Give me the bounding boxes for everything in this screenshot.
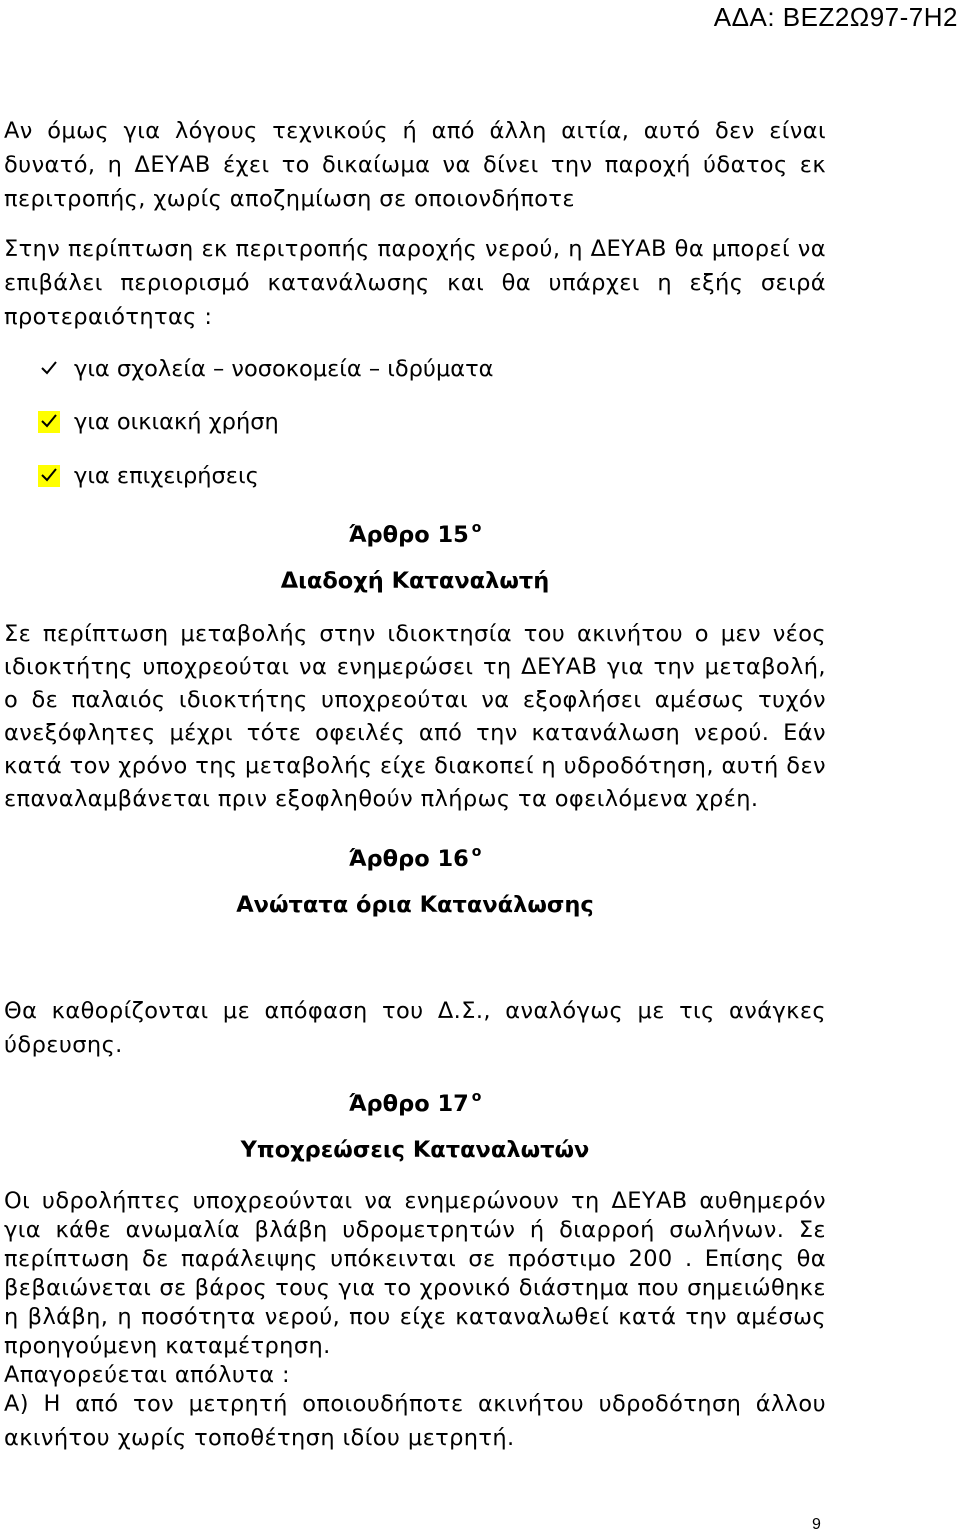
priority-item-label: για οικιακή χρήση [74,409,279,435]
article-16-body: Θα καθορίζονται με απόφαση του Δ.Σ., αναλόγως με τις ανάγκες ύδρευσης. [4,998,826,1058]
priority-item-label: για επιχειρήσεις [74,463,259,489]
prohibited-label: Απαγορεύεται απόλυτα : [4,1362,291,1388]
article-17-title: Υποχρεώσεις Καταναλωτών [240,1137,590,1163]
intro-paragraph: Αν όμως για λόγους τεχνικούς ή από άλλη αιτία, αυτό δεν είναι δυνατό, η ΔΕΥΑΒ έχει το δικαίωμα να δίνει την παροχή ύδατος εκ περιτροπής, χωρίς αποζημίωση σε οποιονδήποτε [4,118,826,212]
article-17-number: Άρθρο 17 $^o$ [348,1089,482,1117]
ada-code: ΑΔΑ: ΒΕΖ2Ω97-7Η2 [713,2,958,32]
page-number: 9 [812,1516,821,1533]
priority-item-household [38,407,279,437]
checkmark-icon [38,411,60,433]
article-15-number: Άρθρο 15 $^o$ [348,520,482,548]
priority-item-businesses [38,461,259,491]
prohibited-item: Α) Η από τον μετρητή οποιουδήποτε ακινήτου υδροδότηση άλλου ακινήτου χωρίς τοποθέτηση ιδίου μετρητή. [4,1391,826,1451]
article-16-title: Ανώτατα όρια Κατανάλωσης [236,892,594,918]
checkmark-icon [38,358,60,380]
priority-item-schools [38,354,493,384]
rotation-paragraph: Στην περίπτωση εκ περιτροπής παροχής νερού, η ΔΕΥΑΒ θα μπορεί να επιβάλει περιορισμό κατανάλωσης και θα υπάρχει η εξής σειρά προτεραιότητας : [4,236,826,330]
article-16-number: Άρθρο 16 $^o$ [348,844,482,872]
checkmark-icon [38,465,60,487]
article-15-body: Σε περίπτωση μεταβολής στην ιδιοκτησία του ακινήτου ο μεν νέος ιδιοκτήτης υποχρεούται να ενημερώσει τη ΔΕΥΑΒ για την μεταβολή, ο δε παλαιός ιδιοκτήτης υποχρεούται να εξοφλήσει αμέσως τυχόν ανεξόφλητες μέχρι τότε οφειλές από την κατανάλωση νερού. Εάν κατά τον χρόνο της μεταβολής είχε διακοπεί η υδροδότηση, αυτή δεν επαναλαμβάνεται πριν εξοφληθούν πλήρως τα οφειλόμενα χρέη. [4,621,826,812]
priority-item-label: για σχολεία – νοσοκομεία – ιδρύματα [74,356,494,382]
article-15-title: Διαδοχή Καταναλωτή [280,568,550,594]
article-17-body: Οι υδρολήπτες υποχρεούνται να ενημερώνουν τη ΔΕΥΑΒ αυθημερόν για κάθε ανωμαλία βλάβη υδρομετρητών ή διαρροή σωλήνων. Σε περίπτωση δε παράλειψης υπόκεινται σε πρόστιμο 200 . Επίσης θα βεβαιώνεται σε βάρος τους για το χρονικό διάστημα που σημειώθηκε η βλάβη, η ποσότητα νερού, που είχε καταναλωθεί κατά την αμέσως προηγούμενη καταμέτρηση. [4,1188,826,1359]
